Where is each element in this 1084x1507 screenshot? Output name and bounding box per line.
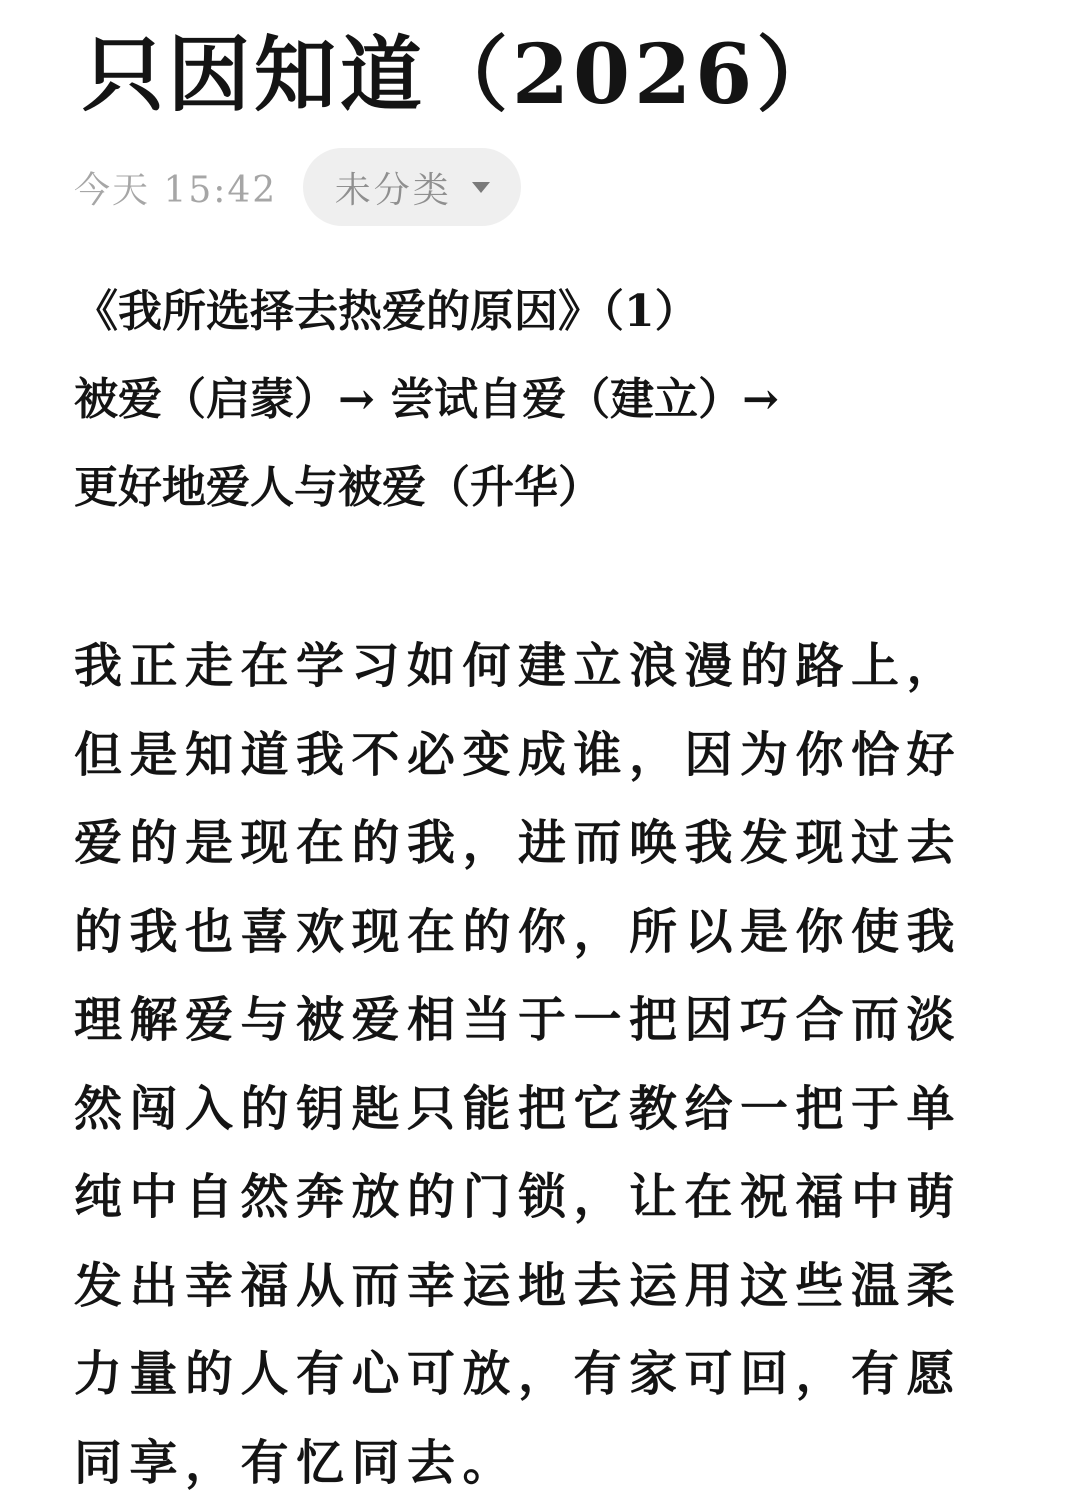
- category-label: 未分类: [334, 169, 452, 211]
- note-meta: [74, 148, 521, 226]
- note-intro: [74, 268, 1014, 532]
- intro-line: 更好地爱人与被爱（升华）: [74, 462, 602, 513]
- category-dropdown[interactable]: [303, 148, 521, 226]
- note-timestamp: 今天 15:42: [74, 169, 278, 211]
- intro-line: 《我所选择去热爱的原因》（1）: [74, 286, 699, 337]
- intro-line: 被爱（启蒙）→ 尝试自爱（建立）→: [74, 374, 780, 425]
- chevron-down-icon: [472, 182, 490, 193]
- note-body[interactable]: 我正走在学习如何建立浪漫的路上，但是知道我不必变成谁，因为你恰好爱的是现在的我，进而唤我发现过去的我也喜欢现在的你，所以是你使我理解爱与被爱相当于一把因巧合而淡然闯入的钥匙只能把它教给一把于单纯中自然奔放的门锁，让在祝福中萌发出幸福从而幸运地去运用这些温柔力量的人有心可放，有家可回，有愿同享，有忆同去。: [74, 638, 963, 1491]
- note-title: 只因知道（2026）: [82, 27, 843, 123]
